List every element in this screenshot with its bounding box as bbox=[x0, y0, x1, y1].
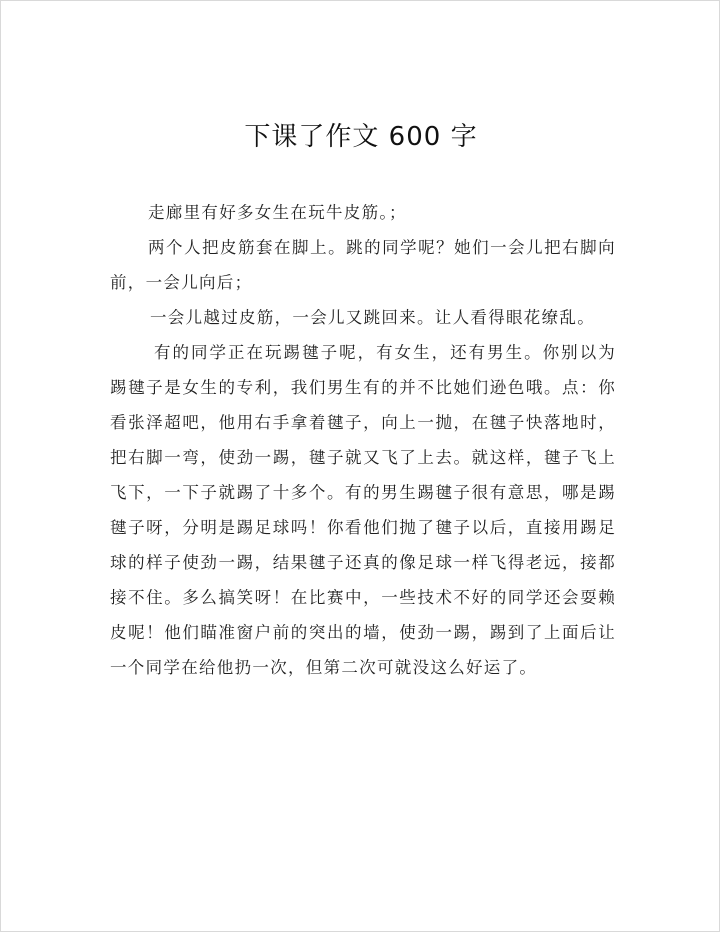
document-body bbox=[110, 195, 616, 685]
paragraph-2: 两个人把皮筋套在脚上。跳的同学呢？她们一会儿把右脚向前，一会儿向后； bbox=[110, 238, 616, 292]
paragraph-1: 走廊里有好多女生在玩牛皮筋。； bbox=[148, 203, 407, 222]
paragraph-4: 有的同学正在玩踢毽子呢，有女生，还有男生。你别以为踢毽子是女生的专利，我们男生有的并不比她们逊色哦。点：你看张泽超吧，他用右手拿着毽子，向上一抛，在毽子快落地时，把右脚一弯，使劲一踢，毽子就又飞了上去。就这样，毽子飞上飞下，一下子就踢了十多个。有的男生踢毽子很有意思，哪是踢毽子呀，分明是踢足球吗！你看他们抛了毽子以后，直接用踢足球的样子使劲一踢，结果毽子还真的像足球一样飞得老远，接都接不住。多么搞笑呀！在比赛中，一些技术不好的同学还会耍赖皮呢！他们瞄准窗户前的突出的墙，使劲一踢，踢到了上面后让一个同学在给他扔一次，但第二次可就没这么好运了。 bbox=[110, 343, 616, 677]
paragraph-3: 一会儿越过皮筋，一会儿又跳回来。让人看得眼花缭乱。 bbox=[150, 308, 595, 327]
document-title: 下课了作文 600 字 bbox=[244, 122, 478, 152]
